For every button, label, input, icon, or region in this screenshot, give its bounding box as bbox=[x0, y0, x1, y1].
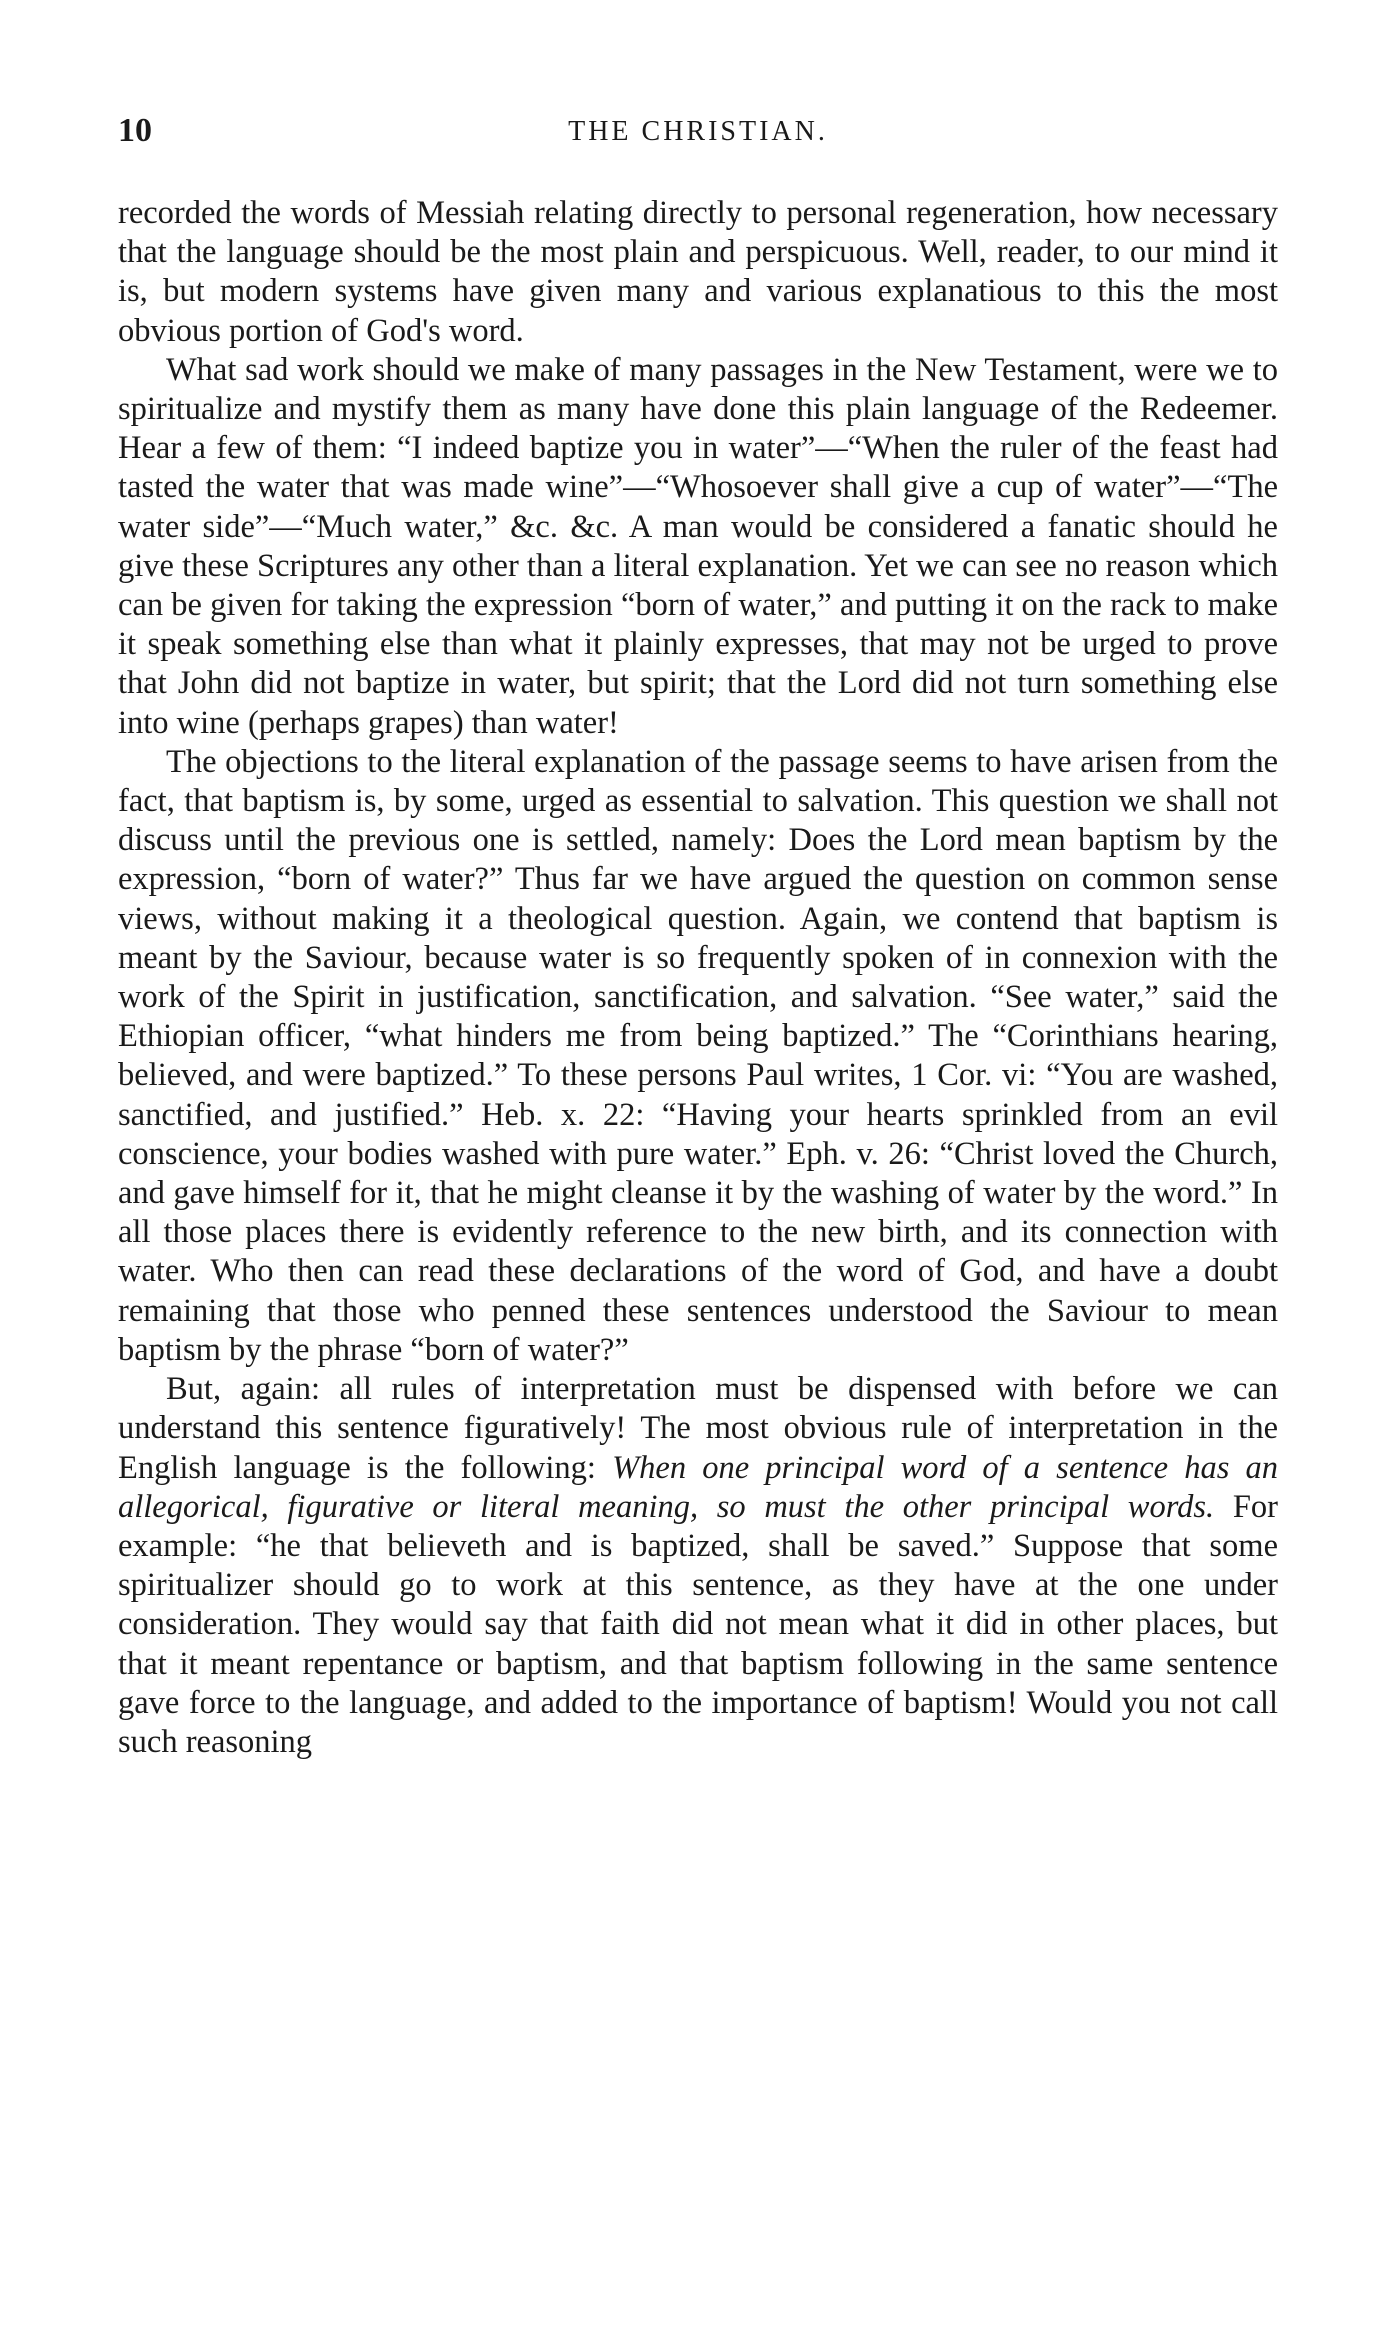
document-page bbox=[118, 112, 1278, 1762]
paragraph-4-tail: For example: “he that believeth and is baptized, shall be saved.” Suppose that some spiritualizer should go to work at this sentence, as they have at the one under consideration. They would say that faith did not mean what it did in other places, but that it meant repentance or baptism, and that baptism following in the same sentence gave force to the language, and added to the importance of baptism! Would you not call such reasoning bbox=[118, 1488, 1278, 1760]
paragraph-1: recorded the words of Messiah relating directly to personal regeneration, how necessary that the language should be the most plain and perspicuous. Well, reader, to our mind it is, but modern systems have given many and various explanatious to this the most obvious portion of God's word. bbox=[118, 195, 1278, 349]
page-header bbox=[118, 112, 1278, 172]
body-text bbox=[118, 194, 1278, 1762]
paragraph-4 bbox=[118, 1370, 1278, 1762]
paragraph-3: The objections to the literal explanation of the passage seems to have arisen from the fact, that baptism is, by some, urged as essential to salvation. This question we shall not discuss until the previous one is settled, namely: Does the Lord mean baptism by the expression, “born of water?” Thus far we have argued the question on common sense views, without making it a theological question. Again, we contend that baptism is meant by the Saviour, because water is so frequently spoken of in connexion with the work of the Spirit in justification, sanctification, and salvation. “See water,” said the Ethiopian officer, “what hinders me from being baptized.” The “Corinthians hearing, believed, and were baptized.” To these persons Paul writes, 1 Cor. vi: “You are washed, sanctified, and justified.” Heb. x. 22: “Having your hearts sprinkled from an evil conscience, your bodies washed with pure water.” Eph. v. 26: “Christ loved the Church, and gave himself for it, that he might cleanse it by the washing of water by the word.” In all those places there is evidently reference to the new birth, and its connection with water. Who then can read these declarations of the word of God, and have a doubt remaining that those who penned these sentences understood the Saviour to mean baptism by the phrase “born of water?” bbox=[118, 743, 1278, 1368]
paragraph-2: What sad work should we make of many passages in the New Testament, were we to spiritualize and mystify them as many have done this plain language of the Redeemer. Hear a few of them: “I indeed baptize you in water”—“When the ruler of the feast had tasted the water that was made wine”—“Whosoever shall give a cup of water”—“The water side”—“Much water,” &c. &c. A man would be considered a fanatic should he give these Scriptures any other than a literal explanation. Yet we can see no reason which can be given for taking the expression “born of water,” and putting it on the rack to make it speak something else than what it plainly expresses, that may not be urged to prove that John did not baptize in water, but spirit; that the Lord did not turn something else into wine (perhaps grapes) than water! bbox=[118, 351, 1278, 741]
paragraph-4-lead: But, again: all rules of interpretation must be dispensed with before we can understand this sentence figuratively! The most obvious rule of interpretation in the English language is the following: bbox=[118, 1371, 1278, 1486]
interpretation-rule: When one principal word of a sentence has an allegorical, figurative or literal meaning, so must the other principal words. bbox=[118, 1449, 1278, 1525]
page-number: 10 bbox=[118, 112, 152, 149]
running-title: THE CHRISTIAN. bbox=[568, 116, 828, 147]
